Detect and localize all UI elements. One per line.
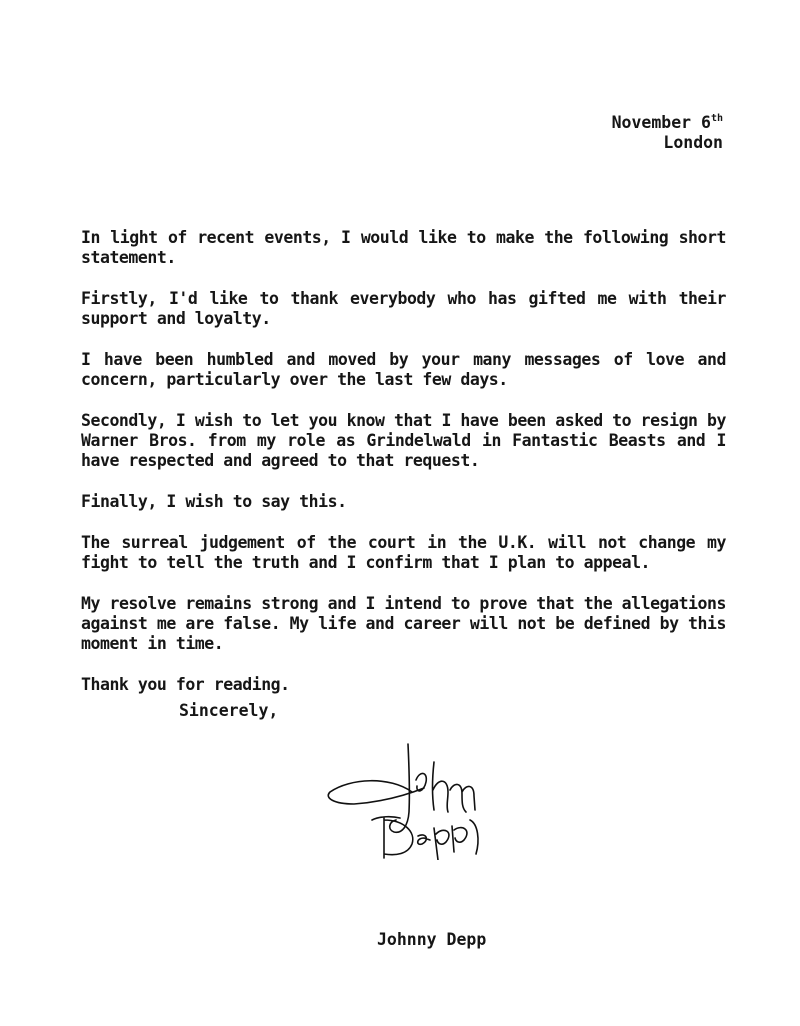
letter-date-suffix: th [710, 112, 723, 124]
paragraph-intro: In light of recent events, I would like to make the following short statement. [81, 228, 726, 267]
letter-date-main: November 6 [611, 113, 711, 132]
paragraph-finally: Finally, I wish to say this. [81, 492, 347, 511]
closing-salutation: Sincerely, [179, 701, 279, 720]
handwritten-signature [320, 740, 490, 860]
paragraph-appeal: The surreal judgement of the court in the U.K. will not change my fight to tell the truth and I confirm that I plan to appeal. [81, 533, 726, 572]
letter-location: London [663, 133, 723, 152]
letter-body [81, 228, 726, 716]
paragraph-resolve: My resolve remains strong and I intend to prove that the allegations against me are false. My life and career will not be defined by this moment in time. [81, 594, 726, 653]
paragraph-humbled: I have been humbled and moved by your many messages of love and concern, particularly over the last few days. [81, 350, 726, 389]
paragraph-thank-you: Thank you for reading. [81, 675, 290, 694]
paragraph-thanks: Firstly, I'd like to thank everybody who has gifted me with their support and loyalty. [81, 289, 726, 328]
paragraph-resign: Secondly, I wish to let you know that I have been asked to resign by Warner Bros. from my role as Grindelwald in Fantastic Beasts and I have respected and agreed to that request. [81, 411, 726, 470]
signer-name: Johnny Depp [377, 930, 487, 949]
dateline [612, 113, 723, 153]
letter-date [612, 113, 723, 133]
